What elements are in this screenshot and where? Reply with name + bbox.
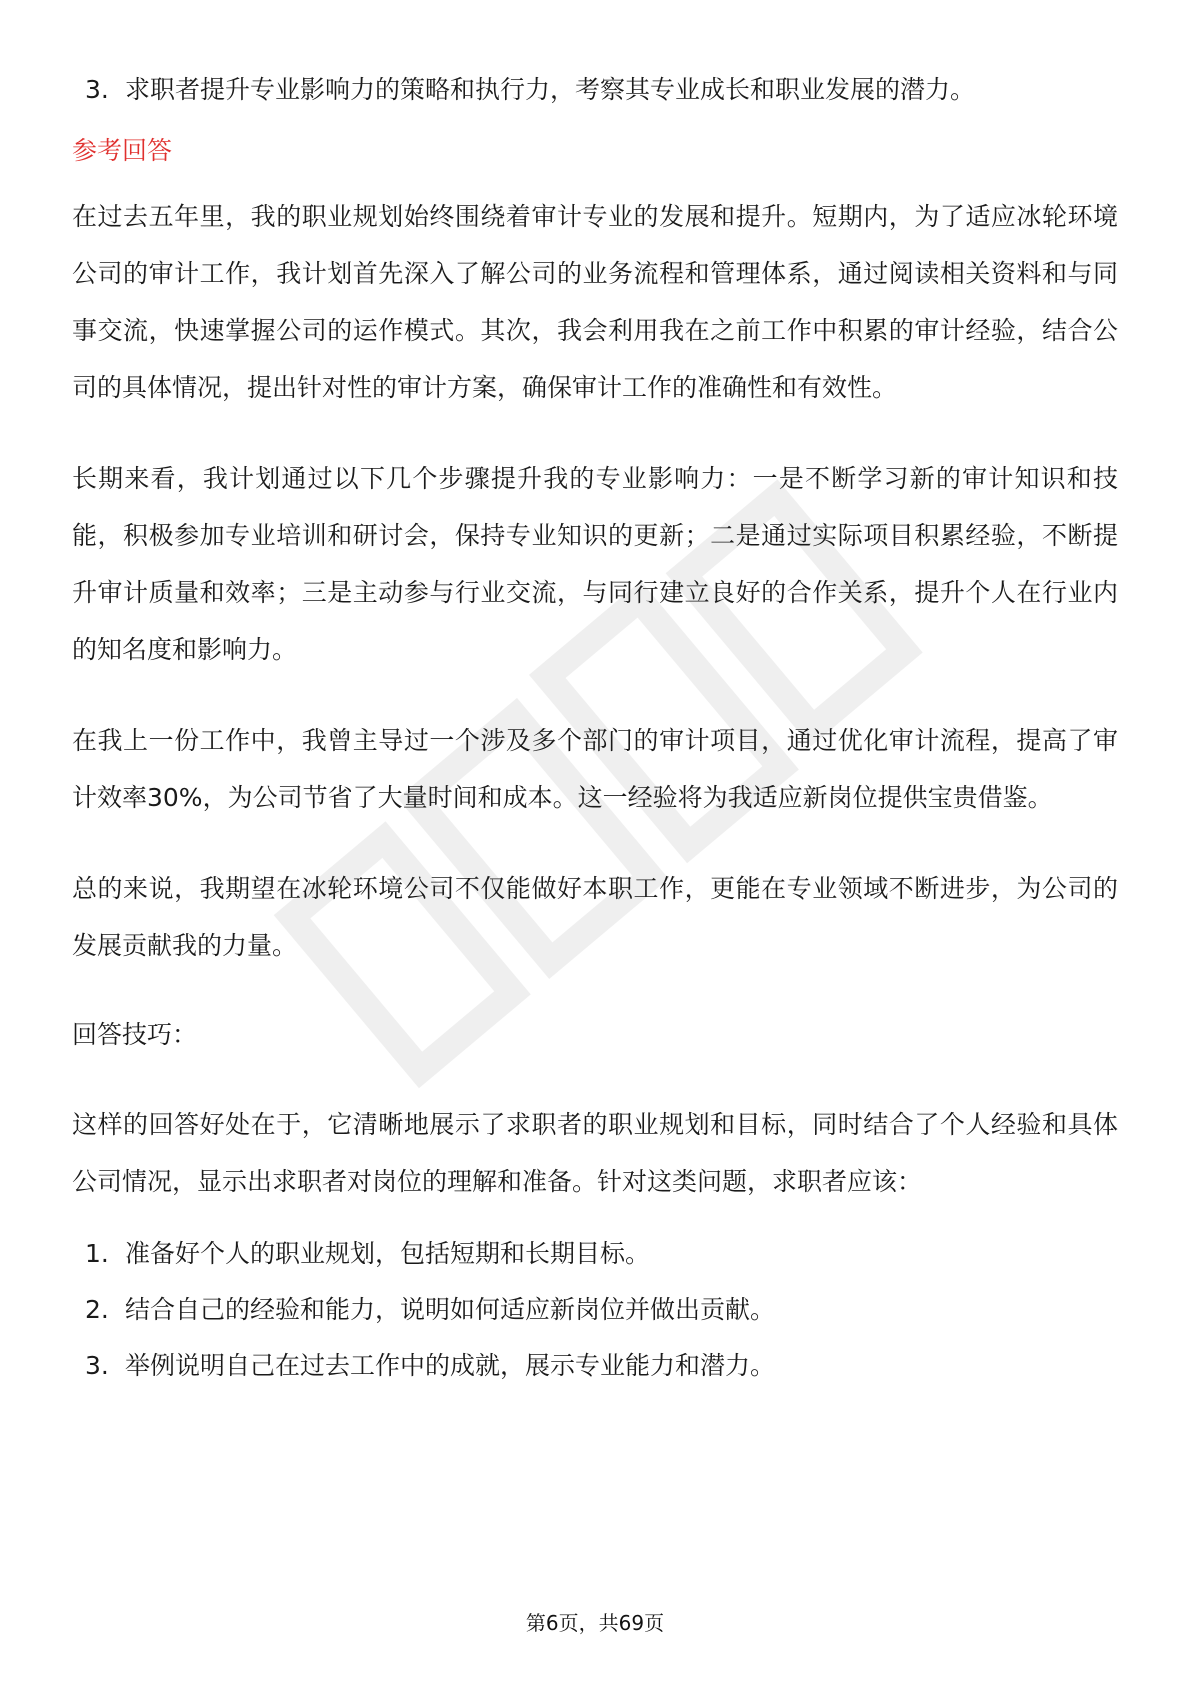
paragraph: 在过去五年里，我的职业规划始终围绕着审计专业的发展和提升。短期内，为了适应冰轮环境公司的审计工作，我计划首先深入了解公司的业务流程和管理体系，通过阅读相关资料和与同事交流，快速掌握公司的运作模式。其次，我会利用我在之前工作中积累的审计经验，结合公司的具体情况，提出针对性的审计方案，确保审计工作的准确性和有效性。 — [72, 202, 1118, 402]
list-item — [72, 62, 1118, 118]
list-item — [72, 1226, 1118, 1282]
tips-list — [72, 1226, 1118, 1394]
paragraph: 长期来看，我计划通过以下几个步骤提升我的专业影响力：一是不断学习新的审计知识和技能，积极参加专业培训和研讨会，保持专业知识的更新；二是通过实际项目积累经验，不断提升审计质量和效率；三是主动参与行业交流，与同行建立良好的合作关系，提升个人在行业内的知名度和影响力。 — [72, 464, 1118, 664]
paragraph: 总的来说，我期望在冰轮环境公司不仅能做好本职工作，更能在专业领域不断进步，为公司的发展贡献我的力量。 — [72, 874, 1118, 960]
paragraph: 在我上一份工作中，我曾主导过一个涉及多个部门的审计项目，通过优化审计流程，提高了审计效率30%，为公司节省了大量时间和成本。这一经验将为我适应新岗位提供宝贵借鉴。 — [72, 726, 1118, 812]
list-text: 举例说明自己在过去工作中的成就，展示专业能力和潜力。 — [125, 1351, 776, 1380]
list-text: 准备好个人的职业规划，包括短期和长期目标。 — [125, 1239, 651, 1268]
list-number: 3. — [85, 1351, 109, 1380]
main-content — [72, 62, 1118, 1394]
list-number: 1. — [85, 1239, 109, 1268]
list-item — [72, 1338, 1118, 1394]
list-item — [72, 1282, 1118, 1338]
tips-paragraph: 这样的回答好处在于，它清晰地展示了求职者的职业规划和目标，同时结合了个人经验和具体公司情况，显示出求职者对岗位的理解和准备。针对这类问题，求职者应该： — [72, 1110, 1118, 1196]
list-number: 2. — [85, 1295, 109, 1324]
answer-heading: 参考回答 — [72, 136, 173, 165]
top-list — [72, 62, 1118, 118]
list-text: 求职者提升专业影响力的策略和执行力，考察其专业成长和职业发展的潜力。 — [125, 75, 976, 104]
tips-label: 回答技巧： — [72, 1020, 198, 1049]
list-number: 3. — [85, 75, 109, 104]
list-text: 结合自己的经验和能力，说明如何适应新岗位并做出贡献。 — [125, 1295, 776, 1324]
page-footer: 第6页，共69页 — [525, 1611, 665, 1635]
